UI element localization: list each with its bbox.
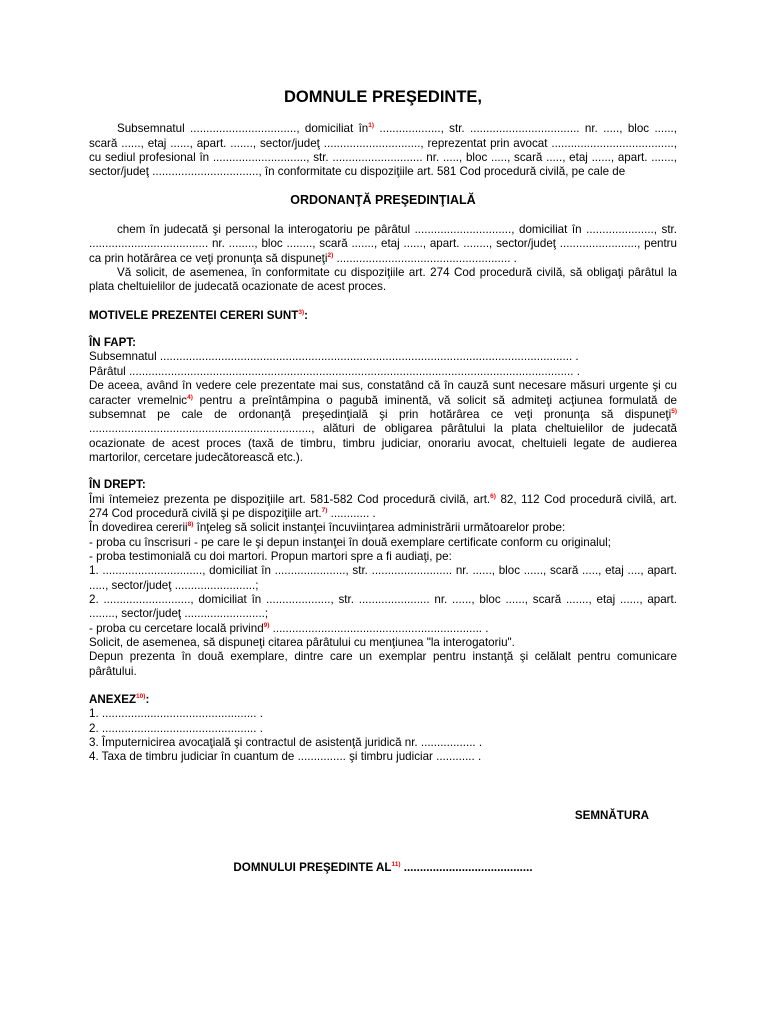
- fapt-text-3: ....................................................................., alături de obligarea pârâtului la plata cheltuielilor de judecată ocazionate de acest proces (taxă de timbru, timbru judiciar, onorariu avocat, cheltuieli legate de audierea martorilor, cercetare judecătorească etc.).: [89, 422, 677, 464]
- footnote-ref-8: 8): [187, 521, 194, 529]
- drept-heading: ÎN DREPT:: [89, 478, 146, 492]
- fapt-heading: ÎN FAPT:: [89, 336, 137, 350]
- motive-label: MOTIVELE PREZENTEI CERERI SUNT: [89, 308, 299, 322]
- domnului-presedinte-line: [89, 861, 677, 875]
- drept-text-3: ............ .: [327, 506, 376, 520]
- footnote-ref-9: 9): [263, 621, 270, 629]
- fapt-subsemnatul: Subsemnatul ................................................................................................................................ .: [89, 350, 579, 364]
- anexez-label: ANEXEZ: [89, 693, 137, 707]
- ordonanta-heading: ORDONANŢĂ PREŞEDINŢIALĂ: [290, 192, 476, 207]
- fapt-text-2: pentru a preîntâmpina o pagubă iminentă, vă solicit să admiteţi acţiunea formulată de subsemnat pe cale de ordonanţă preşedinţială şi prin hotărârea ce veţi pronunţa să dispuneţi: [89, 393, 677, 421]
- anexa-item: 3. Împuternicirea avocaţială şi contractul de asistenţă juridică nr. ................. .: [89, 736, 483, 750]
- footnote-ref-7: 7): [321, 507, 328, 515]
- footnote-ref-11: 11): [391, 861, 401, 869]
- dovedire-paragraph: [89, 521, 677, 535]
- solicit-paragraph: Vă solicit, de asemenea, în conformitate cu dispoziţiile art. 274 Cod procedură civilă, să obligaţi pârâtul la plata cheltuielilor de judecată ocazionate de acest proces.: [89, 266, 677, 294]
- footnote-ref-5: 5): [671, 407, 677, 415]
- chem-text-1: chem în judecată şi personal la interogatoriu pe pârâtul .............................., domiciliat în ....................., str. ..................................... nr. ........, bloc ........, scară ......., etaj ......, apart. ........, sector/judeţ ........................, pentru ca prin hotărârea ce veţi pronunţa să dispuneţi: [89, 223, 677, 265]
- anexa-item: 2. ................................................ .: [89, 721, 263, 735]
- drept-text-1: Îmi întemeiez prezenta pe dispoziţiile art. 581-582 Cod procedură civilă, art.: [89, 492, 491, 506]
- drept-text-2: 82, 112 Cod procedură civilă, art. 274 Cod procedură civilă şi pe dispoziţiile art.: [89, 492, 677, 520]
- footnote-ref-6: 6): [490, 492, 496, 500]
- proba-cercetare: [89, 622, 677, 636]
- chem-paragraph: [89, 223, 677, 266]
- footnote-ref-3: 3): [298, 308, 305, 316]
- anexez-heading: [89, 693, 677, 707]
- martor-1: 1. ..............................., domiciliat în ......................, str. ......................... nr. ......, bloc ......, scară ....., etaj ...., apart. ....., sector/judeţ .........................;: [89, 564, 677, 592]
- proba-inscrisuri: - proba cu înscrisuri - pe care le şi depun instanţei în două exemplare certificate conform cu originalul;: [89, 535, 611, 549]
- domnului-dots: ........................................: [400, 860, 533, 874]
- spacer: [89, 679, 677, 693]
- proba-testimoniala: - proba testimonială cu doi martori. Propun martori spre a fi audiaţi, pe:: [89, 549, 452, 563]
- fapt-text-1: De aceea, având în vedere cele prezentate mai sus, constatând că în cauză sunt necesare măsuri urgente şi cu caracter vremelnic: [89, 379, 677, 407]
- cercetare-text-1: - proba cu cercetare locală privind: [89, 621, 264, 635]
- footnote-ref-4: 4): [187, 393, 193, 401]
- intro-text-1: Subsemnatul ................................., domiciliat în: [117, 122, 369, 136]
- footnote-ref-10: 10): [136, 693, 146, 701]
- citare-paragraph: Solicit, de asemenea, să dispuneţi citarea pârâtului cu menţiunea "la interogatoriu".: [89, 636, 515, 649]
- motive-colon: :: [304, 308, 309, 322]
- intro-text-2: ..................., str. .................................. nr. ....., bloc ......, scară ......, etaj ......, apart. ......., sector/judeţ .............................., reprezentat prin avocat ......................................, cu sediul profesional în ............................., str. ............................ nr. ....., bloc ....., scară ....., etaj ......, apart. ......., sector/judeţ ................................., în conformitate cu dispoziţiile art. 581 Cod procedură civilă, pe cale de: [89, 122, 677, 179]
- footnote-ref-1: 1): [368, 122, 375, 130]
- anexez-colon: :: [145, 693, 150, 707]
- footnote-ref-2: 2): [327, 251, 334, 259]
- dovedire-text-1: În dovedirea cererii: [89, 521, 188, 535]
- drept-paragraph: [89, 493, 677, 522]
- fapt-paragraph: [89, 379, 677, 465]
- anexa-item: 1. ................................................ .: [89, 707, 263, 721]
- motive-heading: [89, 309, 677, 323]
- spacer: [89, 323, 677, 336]
- dovedire-text-2: înţeleg să solicit instanţei încuviinţarea administrării următoarelor probe:: [193, 521, 566, 535]
- spacer: [89, 835, 677, 849]
- spacer: [89, 765, 677, 798]
- intro-paragraph: [89, 122, 677, 179]
- depun-paragraph: Depun prezenta în două exemplare, dintre care un exemplar pentru instanţă şi celălalt pentru comunicare pârâtului.: [89, 650, 677, 678]
- signature-label: SEMNĂTURA: [574, 809, 649, 823]
- spacer: [89, 295, 677, 309]
- cercetare-text-2: ................................................................. .: [269, 621, 489, 635]
- fapt-paratul: Pârâtul .......................................................................................................................................... .: [89, 364, 580, 378]
- martor-2: 2. ..........................., domiciliat în ...................., str. ...................... nr. ......, bloc ......, scară ......., etaj ......, apart. ........, sector/judeţ .........................;: [89, 592, 677, 621]
- page-title: DOMNULE PREŞEDINTE,: [283, 88, 483, 106]
- chem-text-2: ...................................................... .: [333, 251, 517, 265]
- spacer: [89, 465, 677, 478]
- anexa-item: 4. Taxa de timbru judiciar în cuantum de ............... şi timbru judiciar ............ .: [89, 750, 482, 764]
- domnului-label: DOMNULUI PREŞEDINTE AL: [233, 860, 392, 874]
- document-page: [89, 90, 677, 887]
